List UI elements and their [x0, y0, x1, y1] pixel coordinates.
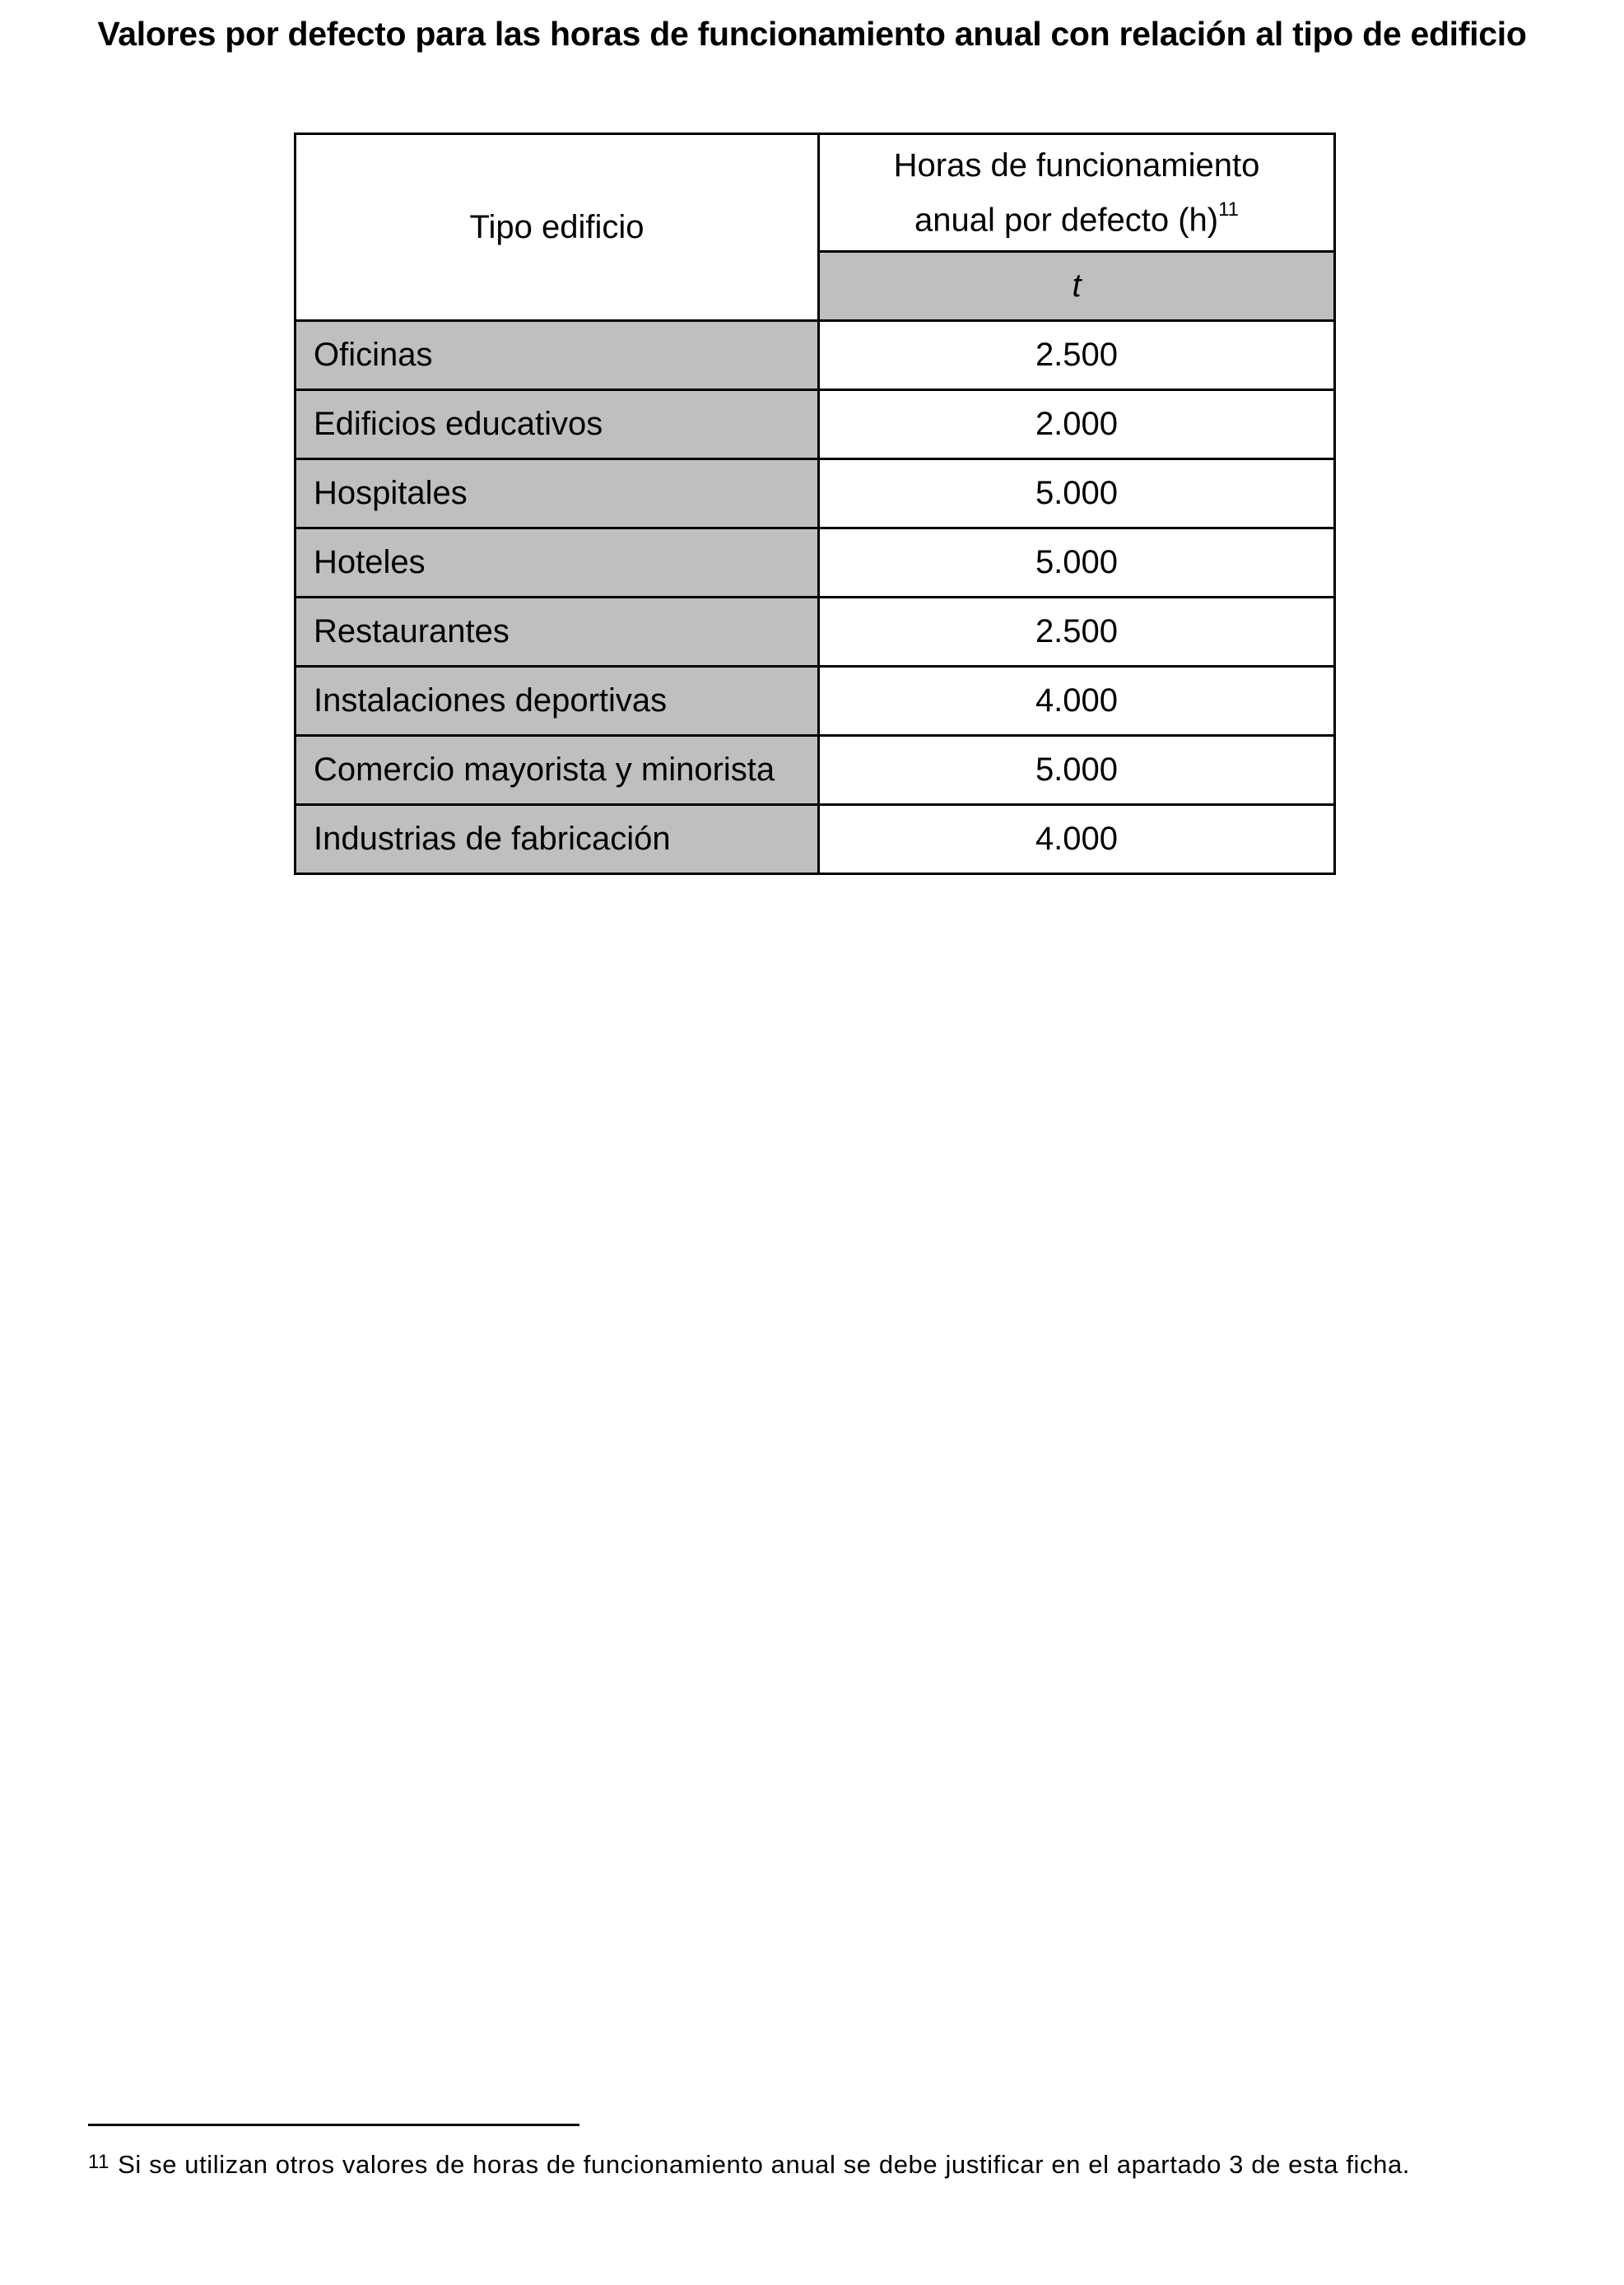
row-hours-value: 5.000 — [819, 736, 1335, 805]
header-hours-line1: Horas de funcionamiento — [893, 147, 1260, 184]
row-building-type: Restaurantes — [295, 598, 819, 667]
row-building-type: Oficinas — [295, 321, 819, 390]
footnote-reference: 11 — [1218, 198, 1240, 221]
default-hours-table — [294, 133, 1336, 875]
row-hours-value: 2.500 — [819, 598, 1335, 667]
row-hours-value: 4.000 — [819, 805, 1335, 874]
row-building-type: Industrias de fabricación — [295, 805, 819, 874]
footnote-number: 11 — [88, 2151, 110, 2173]
table-row — [295, 598, 1335, 667]
header-hours-line2: anual por defecto (h) — [914, 202, 1219, 239]
table-row — [295, 459, 1335, 528]
header-annual-hours — [819, 134, 1335, 252]
table-row — [295, 390, 1335, 459]
row-hours-value: 5.000 — [819, 528, 1335, 598]
footnote — [88, 2150, 1410, 2180]
header-building-type: Tipo edificio — [295, 134, 819, 321]
footnote-separator — [88, 2124, 579, 2126]
row-hours-value: 2.500 — [819, 321, 1335, 390]
row-hours-value: 5.000 — [819, 459, 1335, 528]
footnote-text: Si se utilizan otros valores de horas de funcionamiento anual se debe justificar en el apartado 3 de esta ficha. — [118, 2150, 1411, 2179]
page-title: Valores por defecto para las horas de funcionamiento anual con relación al tipo de edificio — [97, 15, 1527, 53]
table-row — [295, 805, 1335, 874]
row-building-type: Hoteles — [295, 528, 819, 598]
row-building-type: Comercio mayorista y minorista — [295, 736, 819, 805]
table-row — [295, 736, 1335, 805]
table-row — [295, 528, 1335, 598]
row-building-type: Hospitales — [295, 459, 819, 528]
row-building-type: Edificios educativos — [295, 390, 819, 459]
header-symbol-t: t — [819, 252, 1335, 321]
table-row — [295, 321, 1335, 390]
row-hours-value: 2.000 — [819, 390, 1335, 459]
table-row — [295, 667, 1335, 736]
row-building-type: Instalaciones deportivas — [295, 667, 819, 736]
row-hours-value: 4.000 — [819, 667, 1335, 736]
